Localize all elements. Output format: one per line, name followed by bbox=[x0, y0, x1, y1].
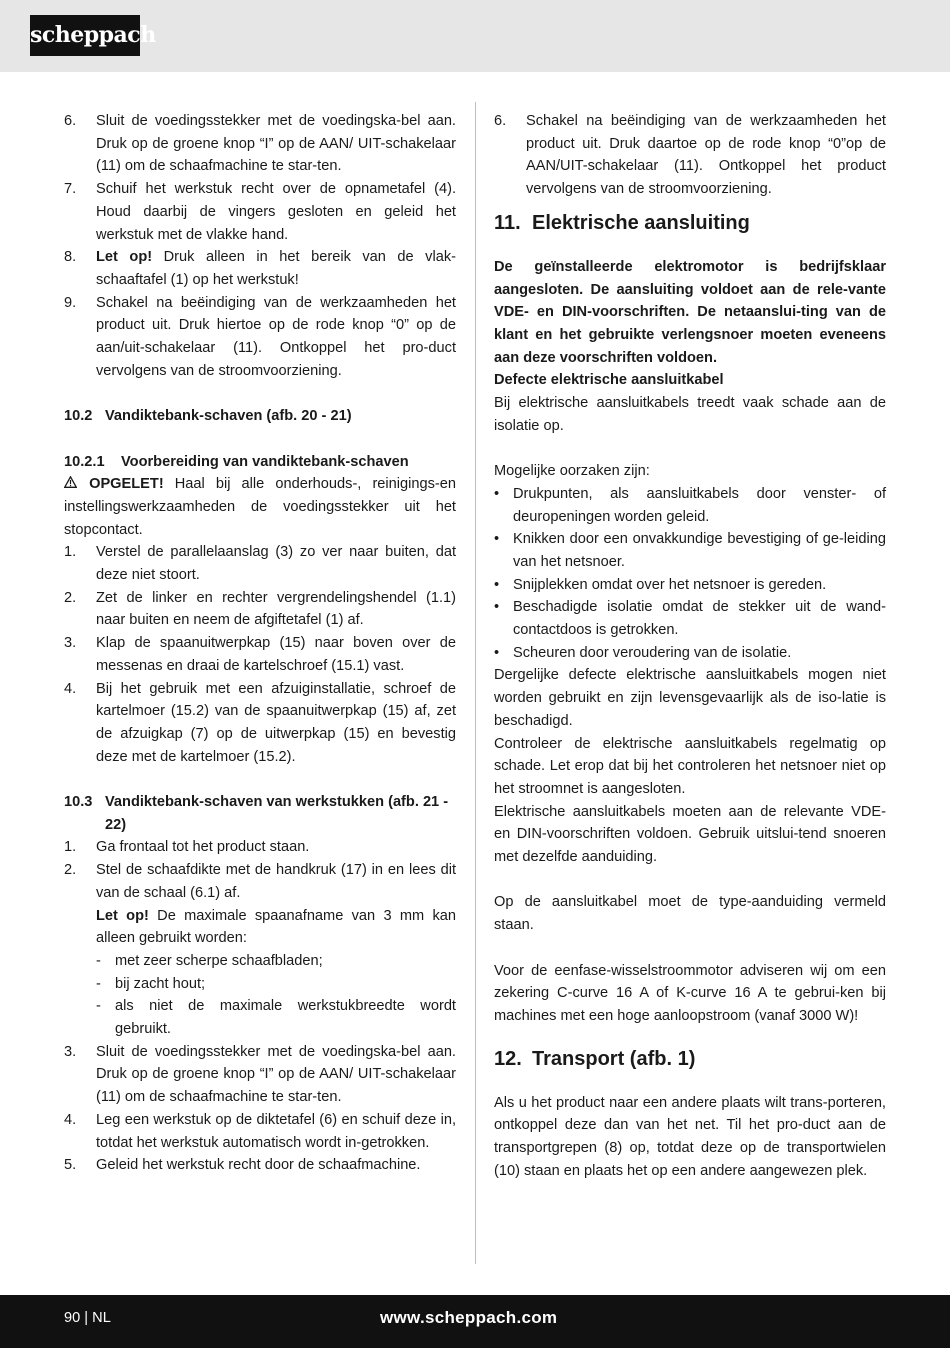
item-text: Schuif het werkstuk recht over de opnametafel (4). Houd daarbij de vingers gesloten en geleid het werkstuk met de vlakke hand. bbox=[96, 181, 456, 243]
bullet-text: Beschadigde isolatie omdat de stekker uit de wand-contactdoos is getrokken. bbox=[513, 599, 886, 639]
item-number: 7. bbox=[64, 181, 77, 198]
item-text: Bij het gebruik met een afzuiginstallatie, schroef de kartelmoer (15.2) van de spaanuitwerpkap (15) af, zet de afzuigkap (7) op de uitwerpkap (15) en bevestig deze met de kartelmoer (15.2). bbox=[96, 680, 456, 765]
item-text: Sluit de voedingsstekker met de voedingska-bel aan. Druk op de groene knop “I” op de AAN/ UIT-schakelaar (11) om de schaafmachine te star-ten. bbox=[96, 1043, 456, 1106]
warning-triangle-icon bbox=[64, 473, 78, 496]
list-item bbox=[64, 1109, 456, 1154]
bullet-marker: • bbox=[494, 531, 500, 548]
bullet-text: Snijplekken omdat over het netsnoer is gereden. bbox=[513, 576, 827, 593]
page-number bbox=[64, 1310, 111, 1326]
header-bar bbox=[0, 0, 950, 72]
item-number: 1. bbox=[64, 839, 77, 856]
list-item bbox=[64, 632, 456, 677]
item-number: 3. bbox=[64, 635, 77, 652]
item-number: 4. bbox=[64, 680, 77, 697]
dash-item bbox=[96, 973, 456, 996]
language-code: NL bbox=[92, 1310, 111, 1326]
dash-marker: - bbox=[96, 952, 101, 969]
chapter-heading bbox=[494, 210, 886, 236]
bullet-item bbox=[494, 642, 886, 665]
dash-text: bij zacht hout; bbox=[115, 975, 206, 992]
chapter-title: Elektrische aansluiting bbox=[532, 211, 750, 234]
page-separator: | bbox=[84, 1310, 89, 1326]
section-heading bbox=[64, 405, 456, 428]
item-number: 4. bbox=[64, 1111, 77, 1128]
item-text: Sluit de voedingsstekker met de voedingska-bel aan. Druk op de groene knop “I” op de AAN/ UIT-schakelaar (11) om de schaafmachine te star-ten. bbox=[96, 113, 456, 175]
dash-marker: - bbox=[96, 975, 101, 992]
list-item bbox=[64, 246, 456, 291]
section-number: 10.3 bbox=[64, 794, 93, 811]
paragraph: Voor de eenfase-wisselstroommotor adviseren wij om een zekering C-curve 16 A of K-curve 16 A te gebrui-ken bij machines met een hoge aanloopstroom (vanaf 3000 W)! bbox=[494, 962, 886, 1024]
item-text: Stel de schaafdikte met de handkruk (17) in en lees dit van de schaal (6.1) af. bbox=[96, 862, 456, 901]
item-text: Ga frontaal tot het product staan. bbox=[96, 839, 310, 856]
item-number: 1. bbox=[64, 544, 77, 561]
list-item bbox=[64, 110, 456, 178]
item-number: 9. bbox=[64, 294, 77, 311]
dash-item bbox=[96, 995, 456, 1040]
paragraph: Elektrische aansluitkabels moeten aan de relevante VDE- en DIN-voorschriften voldoen. Gebruik uitslui-tend snoeren met dezelfde aanduiding. bbox=[494, 803, 886, 866]
bullet-text: Drukpunten, als aansluitkabels door venster- of deuropeningen worden geleid. bbox=[513, 485, 886, 525]
item-number: 8. bbox=[64, 249, 77, 266]
footer-bar bbox=[0, 1295, 950, 1348]
bullet-item bbox=[494, 574, 886, 597]
chapter-heading bbox=[494, 1046, 886, 1072]
bullet-item bbox=[494, 483, 886, 528]
item-text: Klap de spaanuitwerpkap (15) naar boven over de messenas en draai de kartelschroef (15.1) vast. bbox=[96, 635, 456, 674]
list-item bbox=[64, 1041, 456, 1109]
list-item bbox=[64, 292, 456, 383]
item-number: 6. bbox=[494, 113, 507, 129]
item-number: 5. bbox=[64, 1157, 77, 1174]
item-text: Zet de linker en rechter vergrendelingshendel (1.1) naar buiten en neem de afgiftetafel (1) af. bbox=[96, 589, 456, 629]
chapter-number: 12. bbox=[494, 1047, 522, 1070]
warning-label: OPGELET! bbox=[89, 476, 164, 493]
item-number: 6. bbox=[64, 113, 77, 129]
list-item bbox=[64, 678, 456, 769]
dash-item bbox=[96, 950, 456, 973]
bullet-marker: • bbox=[494, 644, 500, 661]
section-heading bbox=[64, 791, 456, 836]
item-text: Schakel na beëindiging van de werkzaamheden het product uit. Druk daartoe op de rode knop “0”op de AAN/UIT-schakelaar (11). Ontkoppel het product vervolgens van de stroomvoorziening. bbox=[526, 113, 886, 198]
bullet-text: Knikken door een onvakkundige bevestiging of ge-leiding van het netsnoer. bbox=[513, 531, 886, 570]
item-number: 2. bbox=[64, 862, 77, 879]
chapter-title: Transport (afb. 1) bbox=[532, 1047, 696, 1070]
caution-text: Druk alleen in het bereik van de vlak-schaaftafel (1) op het werkstuk! bbox=[96, 249, 456, 288]
item-text bbox=[96, 246, 456, 291]
column-divider bbox=[475, 102, 476, 1264]
logo-text: scheppach bbox=[30, 22, 156, 48]
dash-marker: - bbox=[96, 998, 101, 1015]
bullet-marker: • bbox=[494, 599, 500, 616]
scheppach-logo bbox=[30, 15, 156, 56]
note-label: Let op! bbox=[96, 907, 149, 924]
item-number: 3. bbox=[64, 1043, 77, 1060]
list-item bbox=[64, 859, 456, 904]
list-item bbox=[64, 587, 456, 632]
note-paragraph bbox=[96, 905, 456, 950]
right-column bbox=[494, 110, 886, 1182]
list-item bbox=[64, 541, 456, 586]
bullet-item bbox=[494, 528, 886, 573]
item-text: Geleid het werkstuk recht door de schaafmachine. bbox=[96, 1157, 421, 1174]
paragraph: Als u het product naar een andere plaats wilt trans-porteren, ontkoppel deze dan van het net. Til het pro-duct aan de transportgrepen (8) op, totdat deze op de transportwielen (10) staan en plaats het op een andere aangewezen plek. bbox=[494, 1094, 886, 1179]
item-text: Leg een werkstuk op de diktetafel (6) en schuif deze in, totdat het werkstuk automatisch wordt in-getrokken. bbox=[96, 1111, 456, 1151]
subheading: Defecte elektrische aansluitkabel bbox=[494, 372, 724, 389]
bullet-marker: • bbox=[494, 485, 500, 502]
paragraph: Dergelijke defecte elektrische aansluitkabels mogen niet worden gebruikt en zijn levensgevaarlijk als de iso-latie is beschadigd. bbox=[494, 667, 886, 729]
chapter-number: 11. bbox=[494, 211, 521, 234]
page-num: 90 bbox=[64, 1310, 81, 1326]
section-number: 10.2.1 bbox=[64, 453, 105, 470]
dash-text: als niet de maximale werkstukbreedte wordt gebruikt. bbox=[115, 998, 456, 1038]
list-item bbox=[64, 836, 456, 859]
section-title: Voorbereiding van vandiktebank-schaven bbox=[121, 453, 409, 470]
dash-text: met zeer scherpe schaafbladen; bbox=[115, 952, 323, 969]
left-column bbox=[64, 110, 456, 1177]
note-text: De maximale spaanafname van 3 mm kan alleen gebruikt worden: bbox=[96, 907, 456, 947]
item-text: Schakel na beëindiging van de werkzaamheden het product uit. Druk hiertoe op de rode knop “0” op de aan/uit-schakelaar (11). Ontkoppel het pro-duct vervolgens van de stroomvoorziening. bbox=[96, 294, 456, 379]
bullet-text: Scheuren door veroudering van de isolatie. bbox=[513, 644, 792, 661]
item-text: Verstel de parallelaanslag (3) zo ver naar buiten, dat deze niet stoort. bbox=[96, 544, 456, 584]
warning-text: Haal bij alle onderhouds-, reinigings-en instellingswerkzaamheden de voedingsstekker uit het stopcontact. bbox=[64, 476, 456, 538]
subsection-heading bbox=[64, 451, 456, 474]
caution-label: Let op! bbox=[96, 249, 153, 266]
bullet-marker: • bbox=[494, 576, 500, 593]
section-title: Vandiktebank-schaven van werkstukken (afb. 21 - 22) bbox=[105, 794, 449, 833]
paragraph: Bij elektrische aansluitkabels treedt vaak schade aan de isolatie op. bbox=[494, 395, 886, 434]
paragraph: Mogelijke oorzaken zijn: bbox=[494, 463, 650, 480]
paragraph: Op de aansluitkabel moet de type-aanduiding vermeld staan. bbox=[494, 894, 886, 934]
item-number: 2. bbox=[64, 589, 77, 606]
warning-paragraph bbox=[64, 473, 456, 541]
bullet-item bbox=[494, 596, 886, 641]
list-item bbox=[64, 1154, 456, 1177]
list-item bbox=[494, 110, 886, 201]
section-title: Vandiktebank-schaven (afb. 20 - 21) bbox=[105, 408, 352, 425]
section-number: 10.2 bbox=[64, 408, 93, 425]
paragraph: Controleer de elektrische aansluitkabels regelmatig op schade. Let erop dat bij het controleren het netsnoer niet op het stroomnet is aangesloten. bbox=[494, 735, 886, 797]
bold-paragraph: De geïnstalleerde elektromotor is bedrijfsklaar aangesloten. De aansluiting voldoet aan de rele-vante VDE- en DIN-voorschriften. De netaanslui-ting van de klant en het gebruikte verlengsnoer moeten eveneens aan deze voorschriften voldoen. bbox=[494, 258, 886, 366]
website-url: www.scheppach.com bbox=[380, 1308, 558, 1327]
list-item bbox=[64, 178, 456, 246]
